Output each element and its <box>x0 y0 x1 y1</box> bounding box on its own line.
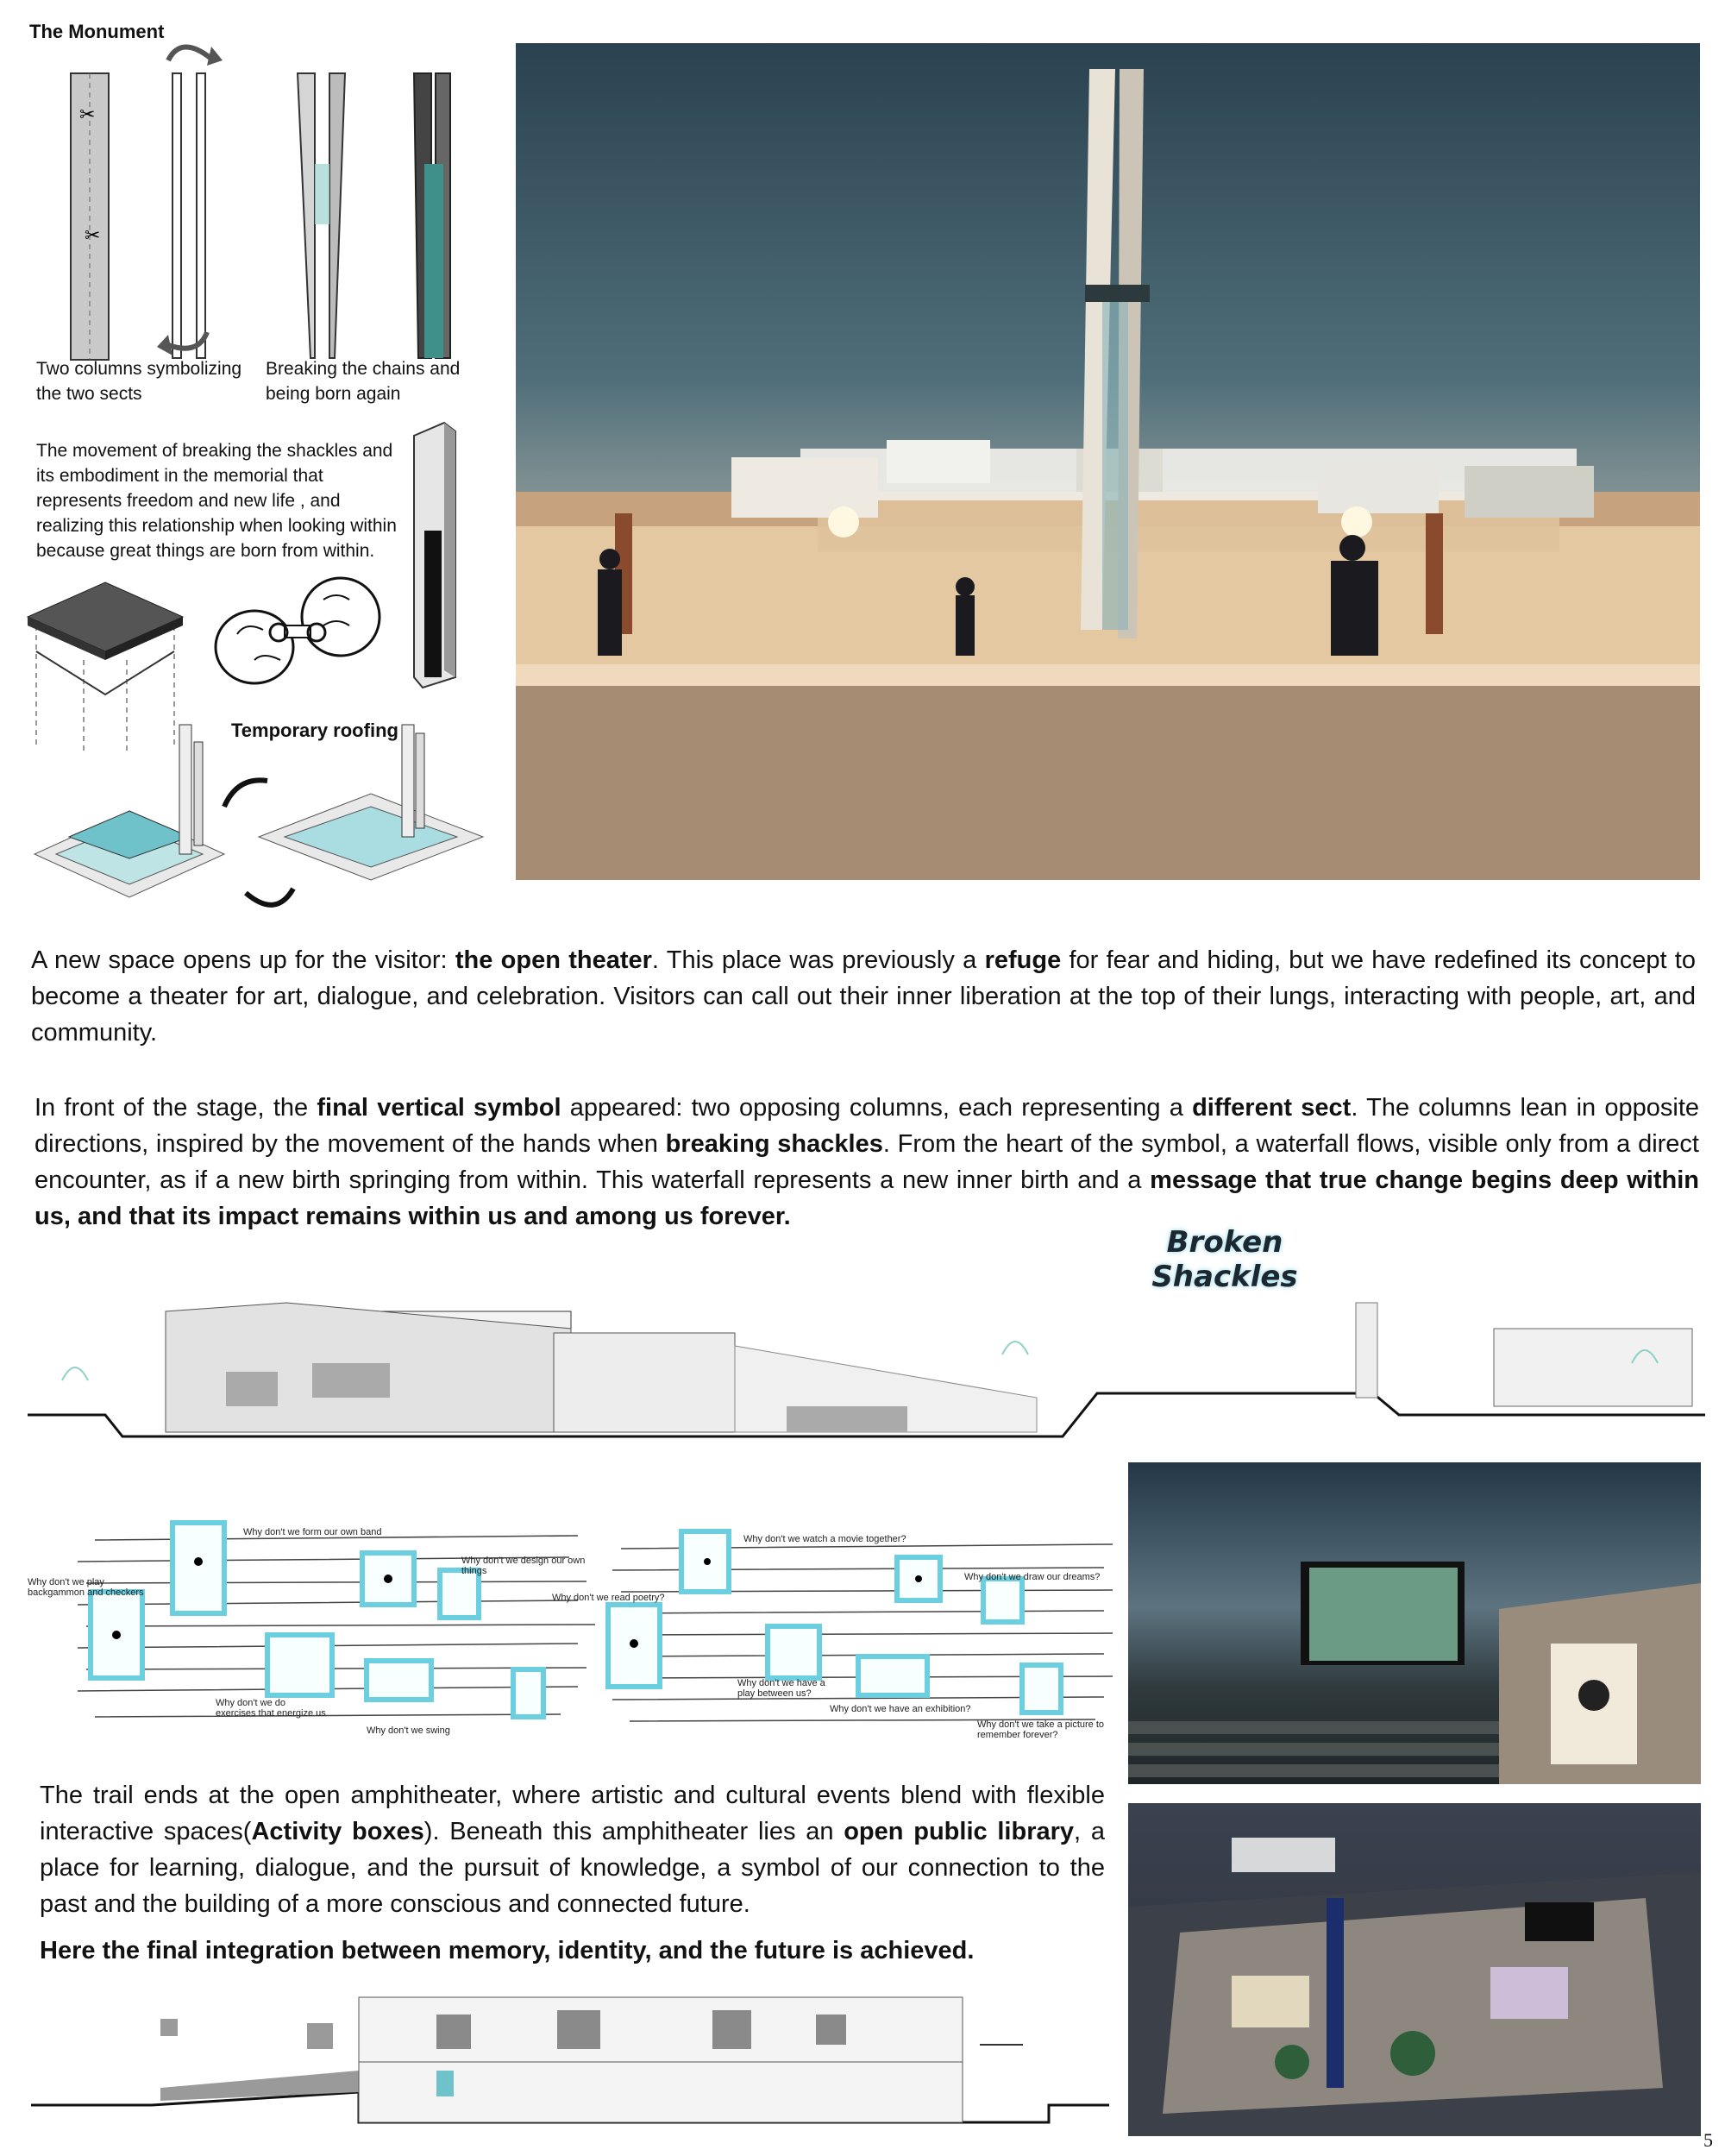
question-backgammon: Why don't we play backgammon and checkers <box>28 1577 144 1598</box>
column-diagrams <box>52 35 500 362</box>
temporary-roofing-label: Temporary roofing <box>231 720 398 741</box>
roofed-courtyard-diagram <box>34 725 224 897</box>
split-columns-diagram <box>157 47 223 358</box>
monument-title: The Monument <box>29 21 165 42</box>
activity-box-sketches <box>26 1514 1138 1747</box>
question-band: Why don't we form our own band <box>243 1527 382 1537</box>
monument-column-perspective <box>405 418 466 695</box>
vertical-symbol-paragraph: In front of the stage, the final vertical symbol appeared: two opposing columns, each representing a different sect. The columns lean in opposite directions, inspired by the movement of the hands when breaking shackles. From the heart of the symbol, a waterfall flows, visible only from a direct encounter, as if a new birth springing from within. This waterfall represents a new inner birth and a message that true change begins deep within us, and that its impact remains within us and among us forever. <box>34 1094 1700 1230</box>
teal-core-column-diagram <box>414 73 450 358</box>
question-design: Why don't we design our own things <box>461 1556 586 1576</box>
caption-breaking-chains: Breaking the chains and being born again <box>266 359 461 404</box>
amphitheater-paragraph: The trail ends at the open amphitheater, where artistic and cultural events blend with flexible interactive spaces(Activity boxes). Beneath this amphitheater lies an open public library, a place for learning, dialogue, and the pursuit of knowledge, a symbol of our connection to the past and the building of a more conscious and connected future. <box>40 1782 1105 1918</box>
question-picture: Why don't we take a picture to remember forever? <box>977 1719 1105 1740</box>
svg-text:✂: ✂ <box>79 104 96 126</box>
handcuffs-illustration <box>203 565 392 695</box>
aerial-night-render <box>1128 1803 1701 2136</box>
question-dreams: Why don't we draw our dreams? <box>964 1572 1101 1582</box>
amphitheater-screen-render <box>1128 1462 1701 1784</box>
arrow-icon <box>246 889 293 905</box>
svg-text:✂: ✂ <box>85 225 101 247</box>
leaning-columns-diagram <box>298 73 345 358</box>
library-section-drawing <box>31 1989 1109 2127</box>
question-exercise: Why don't we do exercises that energize us <box>216 1698 326 1719</box>
question-movie: Why don't we watch a movie together? <box>743 1534 906 1544</box>
site-section-drawing <box>28 1294 1705 1441</box>
integration-statement: Here the final integration between memory, identity, and the future is achieved. <box>40 1937 975 1964</box>
question-exhibition: Why don't we have an exhibition? <box>830 1704 971 1714</box>
monument-render <box>516 43 1700 880</box>
caption-two-columns: Two columns symbolizing the two sects <box>36 359 242 404</box>
open-theater-paragraph: A new space opens up for the visitor: the open theater. This place was previously a refuge for fear and hiding, but we have redefined its concept to become a theater for art, dialogue, and celebration. Visitors can call out their inner liberation at the top of their lungs, interacting with people, art, and community. <box>31 946 1696 1047</box>
roofing-isometric-diagrams <box>17 716 518 915</box>
arrow-icon <box>224 780 267 807</box>
question-play: Why don't we have a play between us? <box>737 1678 825 1699</box>
open-courtyard-diagram <box>259 725 483 880</box>
page-number: 5 <box>1703 2129 1713 2151</box>
monument-description: The movement of breaking the shackles and its embodiment in the memorial that represents freedom and new life , and realizing this relationship when looking within because great things are born from within. <box>36 441 397 561</box>
broken-shackles-logo: Broken Shackles <box>1151 1225 1298 1294</box>
slab-column-diagram <box>71 73 109 360</box>
question-swing: Why don't we swing <box>367 1725 450 1736</box>
question-poetry: Why don't we read poetry? <box>552 1593 665 1603</box>
